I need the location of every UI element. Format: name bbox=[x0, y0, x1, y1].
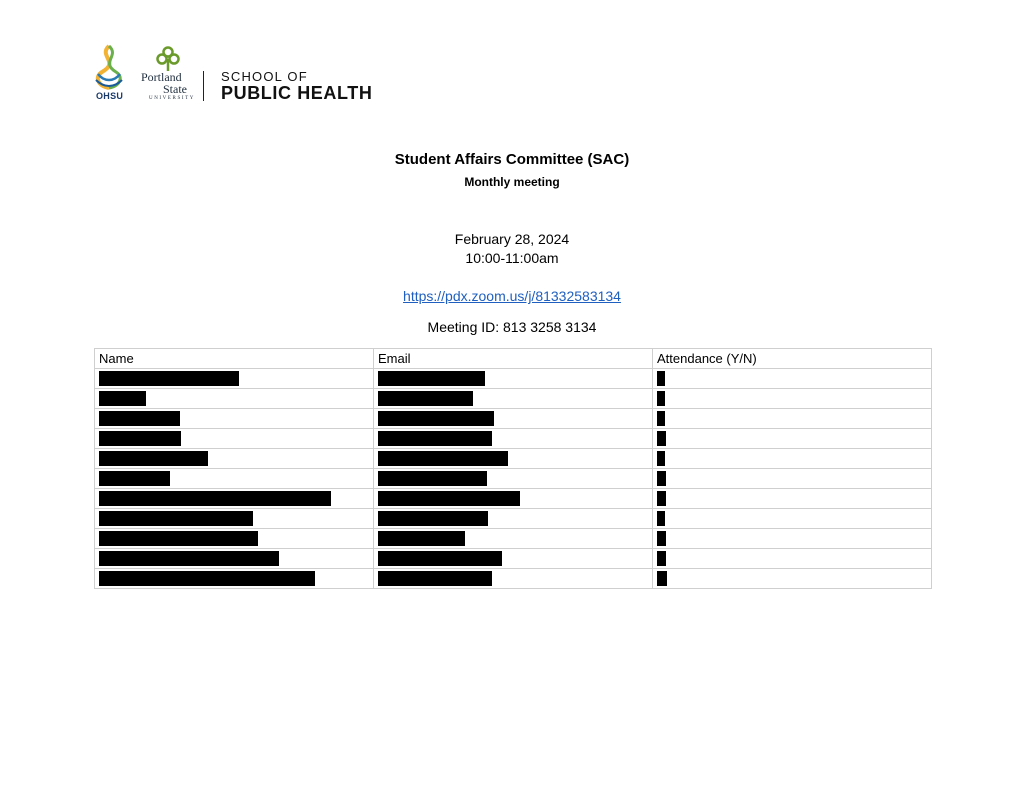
redaction-bar bbox=[99, 571, 315, 586]
table-row bbox=[95, 409, 932, 429]
zoom-link[interactable]: https://pdx.zoom.us/j/81332583134 bbox=[403, 288, 621, 304]
table-cell bbox=[95, 529, 374, 549]
table-cell bbox=[653, 469, 932, 489]
redaction-bar bbox=[378, 451, 508, 466]
table-cell bbox=[653, 429, 932, 449]
meeting-id: Meeting ID: 813 3258 3134 bbox=[427, 319, 597, 335]
table-cell bbox=[95, 509, 374, 529]
psu-wordmark bbox=[141, 71, 195, 102]
redaction-bar bbox=[99, 471, 170, 486]
redaction-bar bbox=[378, 551, 502, 566]
redaction-bar bbox=[657, 531, 666, 546]
table-row bbox=[95, 369, 932, 389]
table-cell bbox=[653, 449, 932, 469]
redaction-bar bbox=[657, 431, 666, 446]
school-line-1: SCHOOL OF bbox=[221, 69, 308, 84]
table-row bbox=[95, 569, 932, 589]
redaction-bar bbox=[99, 411, 180, 426]
table-cell bbox=[95, 489, 374, 509]
meeting-date: February 28, 2024 bbox=[454, 231, 570, 247]
redaction-bar bbox=[99, 491, 331, 506]
table-cell bbox=[374, 409, 653, 429]
institution-logo bbox=[92, 44, 392, 106]
redaction-bar bbox=[657, 551, 666, 566]
table-cell bbox=[374, 489, 653, 509]
table-cell bbox=[95, 369, 374, 389]
redaction-bar bbox=[657, 511, 665, 526]
redaction-bar bbox=[99, 371, 239, 386]
redaction-bar bbox=[657, 491, 666, 506]
table-row bbox=[95, 449, 932, 469]
table-cell bbox=[374, 369, 653, 389]
redaction-bar bbox=[657, 471, 666, 486]
table-row bbox=[95, 429, 932, 449]
table-cell bbox=[95, 469, 374, 489]
table-cell bbox=[653, 529, 932, 549]
redaction-bar bbox=[99, 551, 279, 566]
redaction-bar bbox=[378, 571, 492, 586]
psu-line-1: Portland bbox=[141, 70, 182, 84]
table-cell bbox=[95, 389, 374, 409]
table-cell bbox=[374, 429, 653, 449]
school-wordmark bbox=[221, 68, 372, 102]
table-cell bbox=[95, 569, 374, 589]
table-row bbox=[95, 529, 932, 549]
table-cell bbox=[95, 449, 374, 469]
school-line-2: PUBLIC HEALTH bbox=[221, 83, 373, 103]
table-cell bbox=[653, 409, 932, 429]
redaction-bar bbox=[657, 451, 665, 466]
table-cell bbox=[374, 469, 653, 489]
psu-line-2: State bbox=[163, 82, 187, 96]
ohsu-wordmark: OHSU bbox=[96, 91, 124, 101]
table-row bbox=[95, 389, 932, 409]
psu-line-3: UNIVERSITY bbox=[149, 96, 195, 101]
table-cell bbox=[653, 369, 932, 389]
redaction-bar bbox=[378, 531, 465, 546]
table-cell bbox=[95, 549, 374, 569]
table-header-row bbox=[95, 349, 932, 369]
attendance-table bbox=[94, 348, 932, 589]
zoom-link-container bbox=[0, 288, 1024, 304]
table-cell bbox=[374, 529, 653, 549]
column-header-attendance: Attendance (Y/N) bbox=[653, 349, 932, 369]
redaction-bar bbox=[99, 451, 208, 466]
redaction-bar bbox=[657, 371, 665, 386]
psu-leaf-icon bbox=[153, 46, 183, 72]
redaction-bar bbox=[378, 391, 473, 406]
table-cell bbox=[374, 389, 653, 409]
table-row bbox=[95, 469, 932, 489]
redaction-bar bbox=[99, 511, 253, 526]
table-cell bbox=[374, 549, 653, 569]
logo-divider bbox=[203, 71, 204, 101]
table-cell bbox=[95, 409, 374, 429]
document-subtitle: Monthly meeting bbox=[464, 175, 560, 189]
table-cell bbox=[374, 569, 653, 589]
document-title: Student Affairs Committee (SAC) bbox=[394, 151, 630, 168]
table-cell bbox=[95, 429, 374, 449]
table-row bbox=[95, 489, 932, 509]
redaction-bar bbox=[378, 471, 487, 486]
table-row bbox=[95, 549, 932, 569]
table-cell bbox=[653, 509, 932, 529]
redaction-bar bbox=[99, 391, 146, 406]
redaction-bar bbox=[657, 391, 665, 406]
table-cell bbox=[653, 489, 932, 509]
table-cell bbox=[374, 449, 653, 469]
redaction-bar bbox=[657, 571, 667, 586]
redaction-bar bbox=[657, 411, 665, 426]
redaction-bar bbox=[99, 531, 258, 546]
table-cell bbox=[653, 569, 932, 589]
redaction-bar bbox=[378, 491, 520, 506]
redaction-bar bbox=[378, 371, 485, 386]
redaction-bar bbox=[378, 411, 494, 426]
table-cell bbox=[374, 509, 653, 529]
table-cell bbox=[653, 549, 932, 569]
column-header-name: Name bbox=[95, 349, 374, 369]
table-cell bbox=[653, 389, 932, 409]
column-header-email: Email bbox=[374, 349, 653, 369]
redaction-bar bbox=[99, 431, 181, 446]
meeting-time: 10:00-11:00am bbox=[465, 250, 559, 266]
table-row bbox=[95, 509, 932, 529]
redaction-bar bbox=[378, 511, 488, 526]
redaction-bar bbox=[378, 431, 492, 446]
